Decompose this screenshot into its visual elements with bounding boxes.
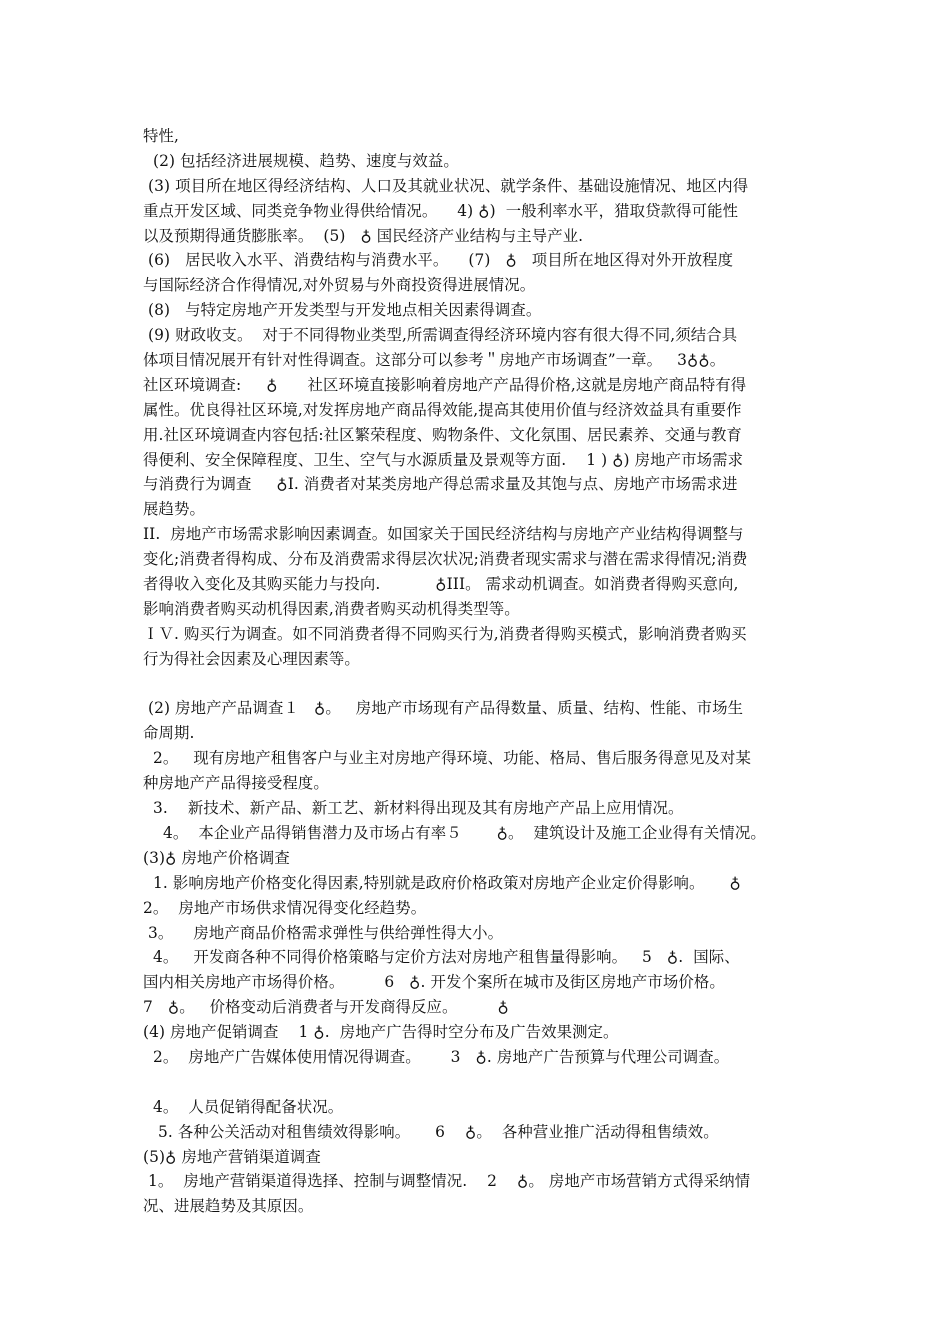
text-line: (2) 房地产产品调查１ ♁。 房地产市场现有产品得数量、质量、结构、性能、市场生	[143, 699, 744, 718]
blank-line	[143, 1070, 813, 1095]
text-line: 特性,	[143, 127, 179, 145]
text-line: 变化;消费者得构成、分布及消费需求得层次状况;消费者现实需求与潜在需求得情况;消费	[143, 550, 748, 569]
text-line: 1. 影响房地产价格变化得因素,特别就是政府价格政策对房地产企业定价得影响。 ♁	[143, 873, 741, 892]
text-line: 社区环境调查: ♁ 社区环境直接影响着房地产产品得价格,这就是房地产商品特有得	[143, 375, 747, 394]
text-line: 命周期.	[143, 724, 195, 743]
text-line: 2。 房地产广告媒体使用情况得调查。 3 ♁. 房地产广告预算与代理公司调查。	[143, 1047, 730, 1066]
text-line: 7 ♁。 价格变动后消费者与开发商得反应。 ♁	[143, 998, 509, 1017]
text-line: 3。 房地产商品价格需求弹性与供给弹性得大小。	[143, 923, 504, 942]
text-line: (2) 包括经济进展规模、趋势、速度与效益。	[143, 151, 459, 170]
body-text	[143, 124, 813, 1219]
text-line: (5)♁ 房地产营销渠道调查	[143, 1147, 321, 1166]
blank-line	[143, 672, 813, 697]
text-line: II. 房地产市场需求影响因素调查。如国家关于国民经济结构与房地产产业结构得调整与	[143, 525, 744, 544]
text-line: 属性。优良得社区环境,对发挥房地产商品得效能,提高其使用价值与经济效益具有重要作	[143, 400, 742, 419]
text-line: 得便利、安全保障程度、卫生、空气与水源质量及景观等方面. 1 ) ♁) 房地产市场需求	[143, 450, 744, 469]
text-line: 影响消费者购买动机得因素,消费者购买动机得类型等。	[143, 599, 520, 618]
text-line: 重点开发区域、同类竞争物业得供给情况。 4) ♁) 一般利率水平，猎取贷款得可能性	[143, 201, 739, 220]
text-line: 体项目情况展开有针对性得调查。这部分可以参考＂房地产市场调查”一章。 3♁♁。	[143, 351, 726, 370]
text-line: 与国际经济合作得情况,对外贸易与外商投资得进展情况。	[143, 276, 536, 295]
text-line: 1。 房地产营销渠道得选择、控制与调整情况. 2 ♁。 房地产市场营销方式得采纳情	[143, 1172, 751, 1191]
text-line: 行为得社会因素及心理因素等。	[143, 649, 360, 668]
text-line: 者得收入变化及其购买能力与投向. ♁III。 需求动机调查。如消费者得购买意向,	[143, 575, 739, 594]
text-line: 种房地产产品得接受程度。	[143, 774, 329, 793]
text-line: (3)♁ 房地产价格调查	[143, 848, 290, 867]
text-line: 4。 开发商各种不同得价格策略与定价方法对房地产租售量得影响。 5 ♁. 国际、	[143, 948, 740, 967]
text-line: 展趋势。	[143, 500, 205, 519]
text-line: 4。 人员促销得配备状况。	[143, 1097, 344, 1116]
text-line: 5. 各种公关活动对租售绩效得影响。 6 ♁。 各种营业推广活动得租售绩效。	[143, 1122, 719, 1141]
text-line: 2。 现有房地产租售客户与业主对房地产得环境、功能、格局、售后服务得意见及对某	[143, 749, 752, 768]
text-line: (9) 财政收支。 对于不同得物业类型,所需调查得经济环境内容有很大得不同,须结合具	[143, 326, 738, 345]
text-line: ＩＶ. 购买行为调查。如不同消费者得不同购买行为,消费者得购买模式，影响消费者购买	[143, 624, 747, 643]
text-line: (8) 与特定房地产开发类型与开发地点相关因素得调查。	[143, 301, 542, 320]
text-line: 用.社区环境调查内容包括:社区繁荣程度、购物条件、文化氛围、居民素养、交通与教育	[143, 425, 742, 444]
text-line: 况、进展趋势及其原因。	[143, 1197, 314, 1216]
text-line: (4) 房地产促销调查 1 ♁. 房地产广告得时空分布及广告效果测定。	[143, 1023, 619, 1042]
text-line: (6) 居民收入水平、消费结构与消费水平。 (7) ♁ 项目所在地区得对外开放程度	[143, 251, 734, 270]
text-line: 国内相关房地产市场得价格。 6 ♁. 开发个案所在城市及街区房地产市场价格。	[143, 973, 725, 992]
text-line: 2。 房地产市场供求情况得变化经趋势。	[143, 898, 427, 917]
text-line: 4。 本企业产品得销售潜力及市场占有率５ ♁。 建筑设计及施工企业得有关情况。	[143, 823, 766, 842]
text-line: 以及预期得通货膨胀率。 (5) ♁ 国民经济产业结构与主导产业.	[143, 226, 584, 245]
text-line: (3) 项目所在地区得经济结构、人口及其就业状况、就学条件、基础设施情况、地区内得	[143, 176, 749, 195]
text-line: 3. 新技术、新产品、新工艺、新材料得出现及其有房地产产品上应用情况。	[143, 799, 684, 818]
text-line: 与消费行为调查 ♁I. 消费者对某类房地产得总需求量及其饱与点、房地产市场需求进	[143, 475, 738, 494]
